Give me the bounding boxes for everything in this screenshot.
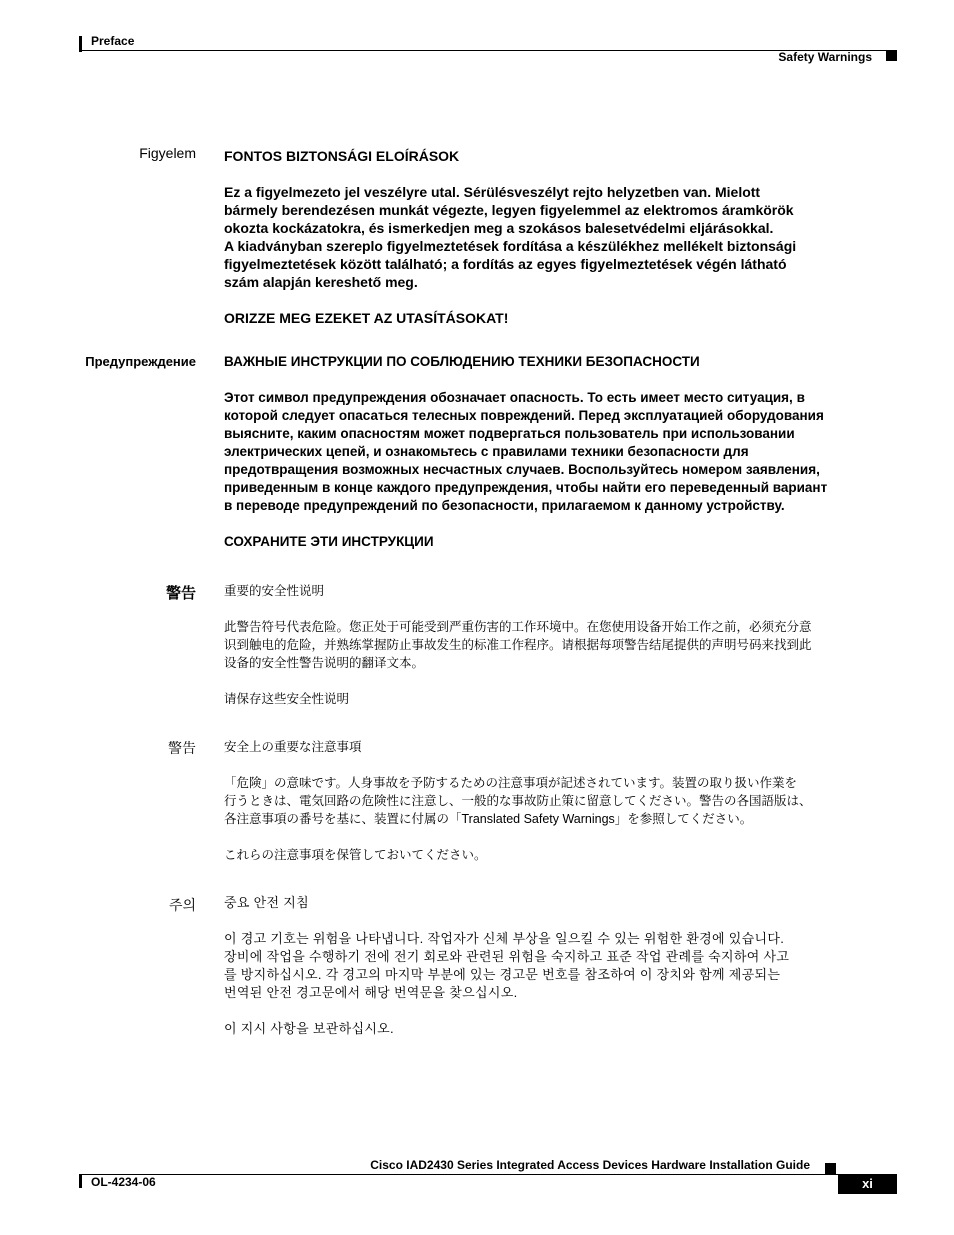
warning-line: bármely berendezésen munkát végezte, legyen figyelemmel az elektromos áramkörök [224, 202, 794, 218]
warning-line: приведенным в конце каждого предупреждения, чтобы найти его переведенный вариант [224, 480, 828, 495]
warning-closing: СОХРАНИТЕ ЭТИ ИНСТРУКЦИИ [224, 534, 434, 549]
warning-closing: ORIZZE MEG EZEKET AZ UTASÍTÁSOKAT! [224, 310, 509, 326]
warning-line: электрических цепей, и ознакомьтесь с правилами техники безопасности для [224, 444, 749, 459]
footer-guide-title: Cisco IAD2430 Series Integrated Access Devices Hardware Installation Guide [370, 1158, 810, 1172]
warning-line: 此警告符号代表危险。您正处于可能受到严重伤害的工作环境中。在您使用设备开始工作之前，必须充分意 [224, 620, 812, 634]
warning-label-chinese: 警告 [165, 585, 196, 602]
warning-line: 「危険」の意味です。人身事故を予防するための注意事項が記述されています。装置の取り扱い作業を [224, 776, 798, 790]
footer-square [825, 1163, 836, 1174]
warning-line: 各注意事項の番号を基に、装置に付属の「Translated Safety Warnings」を参照してください。 [224, 812, 753, 826]
warning-line: 设备的安全性警告说明的翻译文本。 [224, 656, 425, 670]
footer-doc-number: OL-4234-06 [91, 1175, 156, 1189]
warning-title: ВАЖНЫЕ ИНСТРУКЦИИ ПО СОБЛЮДЕНИЮ ТЕХНИКИ БЕЗОПАСНОСТИ [224, 354, 700, 369]
warning-line: 이 경고 기호는 위험을 나타냅니다. 작업자가 신체 부상을 일으킬 수 있는 위험한 환경에 있습니다. [224, 931, 785, 946]
header-section: Safety Warnings [778, 50, 872, 64]
warning-label-korean: 주의 [168, 897, 196, 913]
warning-closing: 请保存这些安全性说明 [224, 692, 350, 706]
warning-line: предотвращения возможных несчастных случаев. Воспользуйтесь номером заявления, [224, 462, 820, 477]
warning-label-russian: Предупреждение [85, 354, 196, 369]
warning-block-russian [224, 353, 890, 551]
warning-title: 重要的安全性说明 [224, 584, 325, 598]
warning-line: выясните, каким опасностям может подвергаться пользователь при использовании [224, 426, 795, 441]
warning-line: 行うときは、電気回路の危険性に注意し、一般的な事故防止策に留意してください。警告の各国語版は、 [224, 794, 812, 808]
header-square [886, 50, 897, 61]
warning-block-hungarian [224, 147, 890, 327]
warning-block-chinese [224, 582, 890, 708]
warning-closing: これらの注意事項を保管しておいてください。 [224, 848, 487, 862]
warning-line: A kiadványban szereplo figyelmeztetések fordítása a készülékhez mellékelt biztonsági [224, 238, 797, 254]
warning-line: figyelmeztetések között található; a fordítás az egyes figyelmeztetések végén látható [224, 256, 787, 272]
warning-label-japanese: 警告 [168, 740, 196, 756]
warning-line: Ez a figyelmezeto jel veszélyre utal. Sérülésveszélyt rejto helyzetben van. Mielott [224, 184, 761, 200]
warning-line: 를 방지하십시오. 각 경고의 마지막 부분에 있는 경고문 번호를 참조하여 이 장치와 함께 제공되는 [224, 967, 781, 982]
warning-line: 장비에 작업을 수행하기 전에 전기 회로와 관련된 위험을 숙지하고 표준 작업 관례를 숙지하여 사고 [224, 949, 790, 964]
warning-title: 安全上の重要な注意事項 [224, 740, 362, 754]
warning-line: szám alapján kereshető meg. [224, 274, 418, 290]
warning-label-hungarian: Figyelem [139, 145, 196, 161]
footer-page-number: xi [838, 1174, 897, 1194]
warning-line: в переводе предупреждений по безопасности, прилагаемом к данному устройству. [224, 498, 785, 513]
footer-rule [79, 1174, 897, 1175]
warning-line: Этот символ предупреждения обозначает опасность. То есть имеет место ситуация, в [224, 390, 805, 405]
header-chapter: Preface [91, 34, 135, 48]
warning-title: FONTOS BIZTONSÁGI ELOÍRÁSOK [224, 148, 460, 164]
warning-line: которой следует опасаться телесных повреждений. Перед эксплуатацией оборудования [224, 408, 824, 423]
warning-block-japanese [224, 738, 890, 864]
header-rule [79, 50, 897, 51]
footer-left-bar [79, 1174, 82, 1188]
warning-line: 번역된 안전 경고문에서 해당 번역문을 찾으십시오. [224, 985, 518, 1000]
warning-title: 중요 안전 지침 [224, 895, 309, 910]
warning-line: okozta kockázatokra, és ismerkedjen meg a szokásos balesetvédelmi eljárásokkal. [224, 220, 774, 236]
warning-line: 识到触电的危险，并熟练掌握防止事故发生的标准工作程序。请根据每项警告结尾提供的声明号码来找到此 [224, 638, 812, 652]
warning-block-korean [224, 894, 890, 1038]
warning-closing: 이 지시 사항을 보관하십시오. [224, 1021, 394, 1036]
